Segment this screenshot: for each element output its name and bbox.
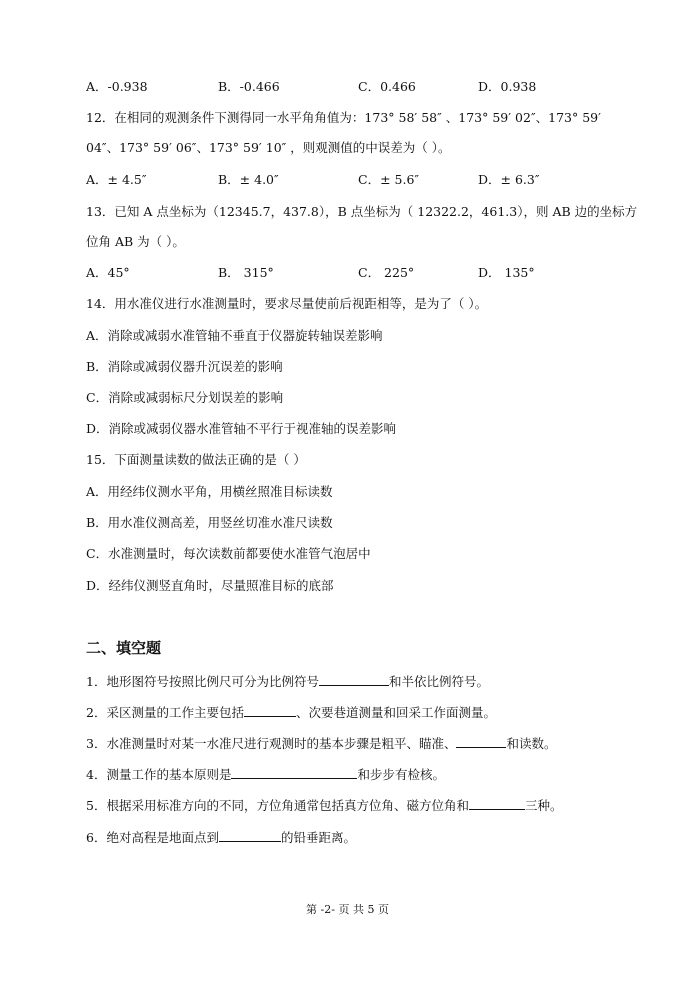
fill-item-text: 4．测量工作的基本原则是	[86, 767, 232, 782]
q14-text: 14．用水准仪进行水准测量时，要求尽量使前后视距相等，是为了（ ）。	[86, 296, 488, 311]
q15-option-c: C．水准测量时，每次读数前都要使水准管气泡居中	[86, 546, 371, 561]
fill-item-5	[86, 797, 562, 814]
answer-blank[interactable]	[469, 797, 525, 810]
fill-item-text: 2．采区测量的工作主要包括	[86, 705, 244, 720]
fill-item-2	[86, 704, 496, 721]
answer-blank[interactable]	[456, 735, 506, 748]
q14-option-b: B．消除或减弱仪器升沉误差的影响	[86, 359, 283, 374]
fill-item-text: 三种。	[524, 798, 563, 813]
q12-option-b: B．± 4.0″	[218, 172, 279, 187]
answer-blank[interactable]	[244, 704, 296, 717]
q13-text-line2: 位角 AB 为（ ）。	[86, 234, 185, 249]
fill-item-text: 3．水准测量时对某一水准尺进行观测时的基本步骤是粗平、瞄准、	[86, 736, 457, 751]
q15-option-a: A．用经纬仪测水平角，用横丝照准目标读数	[86, 484, 333, 499]
q13-option-c: C． 225°	[358, 265, 415, 280]
fill-item-text: 6．绝对高程是地面点到	[86, 830, 219, 845]
fill-item-text: 、次要巷道测量和回采工作面测量。	[295, 705, 496, 720]
answer-blank[interactable]	[231, 766, 357, 779]
q11-option-a: A．-0.938	[86, 79, 148, 94]
q12-text-line1: 12．在相同的观测条件下测得同一水平角角值为：173° 58′ 58″ 、173° 59′ 02″、173° 59′	[86, 110, 601, 125]
fill-item-1	[86, 673, 489, 690]
q13-option-b: B． 315°	[218, 265, 274, 280]
q12-option-d: D．± 6.3″	[478, 172, 540, 187]
q12-text-line2: 04″、173° 59′ 06″、173° 59′ 10″ ，则观测值的中误差为（ ）。	[86, 140, 451, 155]
section-title: 二、填空题	[86, 639, 162, 657]
q11-option-c: C．0.466	[358, 79, 416, 94]
fill-item-6	[86, 829, 356, 846]
q13-option-a: A．45°	[86, 265, 130, 280]
q15-option-b: B．用水准仪测高差，用竖丝切准水准尺读数	[86, 515, 333, 530]
fill-item-4	[86, 766, 445, 783]
fill-item-text: 和步步有检核。	[357, 767, 445, 782]
q11-option-b: B．-0.466	[218, 79, 280, 94]
q14-option-a: A．消除或减弱水准管轴不垂直于仪器旋转轴误差影响	[86, 328, 383, 343]
fill-item-text: 和半依比例符号。	[388, 674, 489, 689]
q11-option-d: D．0.938	[478, 79, 537, 94]
q14-option-c: C．消除或减弱标尺分划误差的影响	[86, 390, 284, 405]
q14-option-d: D．消除或减弱仪器水准管轴不平行于视准轴的误差影响	[86, 421, 397, 436]
fill-item-text: 5．根据采用标准方向的不同，方位角通常包括真方位角、磁方位角和	[86, 798, 469, 813]
fill-item-text: 1．地形图符号按照比例尺可分为比例符号	[86, 674, 319, 689]
fill-item-3	[86, 735, 556, 752]
answer-blank[interactable]	[219, 829, 281, 842]
q15-text: 15．下面测量读数的做法正确的是（ ）	[86, 452, 306, 467]
answer-blank[interactable]	[319, 673, 389, 686]
fill-item-text: 的铅垂距离。	[280, 830, 356, 845]
q12-option-c: C．± 5.6″	[358, 172, 420, 187]
q13-text-line1: 13．已知 A 点坐标为（12345.7，437.8），B 点坐标为（ 12322.2，461.3），则 AB 边的坐标方	[86, 204, 638, 219]
page-footer: 第 -2- 页 共 5 页	[306, 903, 389, 916]
q12-option-a: A．± 4.5″	[86, 172, 147, 187]
q13-option-d: D． 135°	[478, 265, 535, 280]
q15-option-d: D．经纬仪测竖直角时，尽量照准目标的底部	[86, 578, 334, 593]
fill-item-text: 和读数。	[506, 736, 557, 751]
